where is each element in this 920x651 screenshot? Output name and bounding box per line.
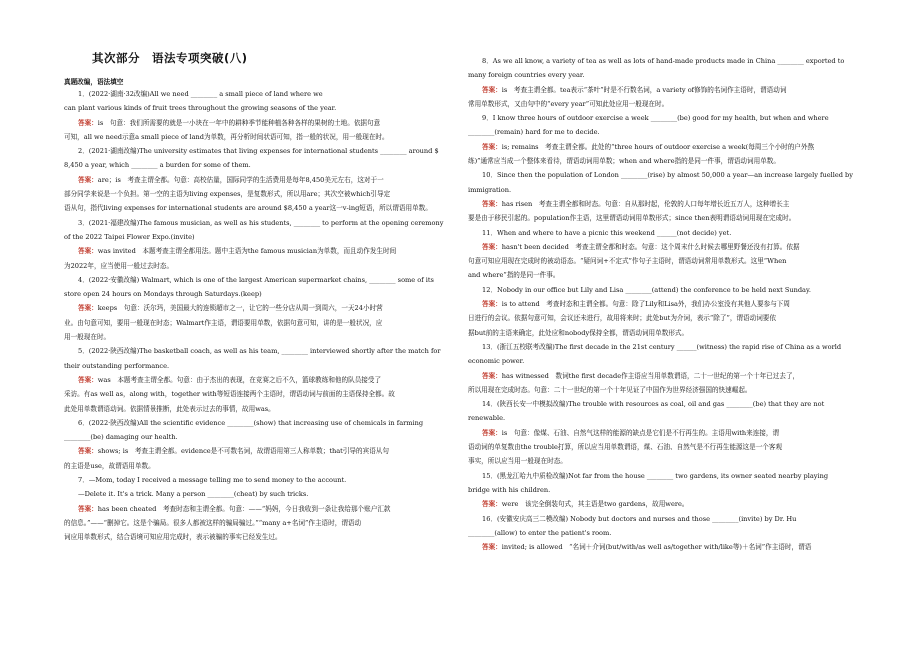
answer-line [468,497,866,511]
answer-text: has risen 考查主谓全都和时态。句意：自从那时起，伦敦的人口每年增长近五万人，这种增长主 [501,199,790,208]
answer-line [64,244,462,258]
continuation-line: 采访。有as well as，along with，together with等短语连接两个主语时，谓语动词与前面的主语保持全都。故 [64,390,395,399]
continuation-line: ________(be) damaging our health. [64,433,178,442]
answer-text: are；is 考查主谓全都。句意：高校估量，国际同学的生活费用是每年8,450美元左右，这对于一 [97,175,384,184]
question-line: 13．(浙江五校联考改编)The first decade in the 21st century ______(witness) the rapid rise of China as a world [482,342,842,351]
answer-label: 答案： [78,175,98,184]
continuation-line: 为2022年，应当使用一般过去时态。 [64,261,174,270]
answer-line [468,426,866,440]
answer-label: 答案： [482,242,502,251]
question-line: 12．Nobody in our office but Lily and Lisa ________(attend) the conference to be held next Sunday. [482,285,811,294]
answer-line [64,444,462,458]
answer-text: was 本题考查主谓全都。句意：由于杰出的表现，在竞赛之后不久，篮球教练和他的队员接受了 [97,375,382,384]
continuation-line: 句意可知应用现在完成时的被动语态。“疑问词+不定式”作句子主语时，谓语动词常用单数形式。这里“When [468,257,787,266]
left-column-body [64,87,462,545]
question-line: 8．As we all know, a variety of tea as well as lots of hand-made products made in China ________ exported to [482,57,845,65]
continuation-line: 语从句，指代living expenses for international students are around $8,450 a year这一v-ing短语，所以谓语用单数。 [64,204,432,213]
answer-line [64,173,462,187]
continuation-line: 常用单数形式，又由句中的“every year”可知此处应用一般现在时。 [468,99,669,108]
answer-label: 答案： [482,142,502,151]
answer-line [64,502,462,516]
answer-line [468,140,866,154]
question-line: 7．—Mom, today I received a message telling me to send money to the account. [78,476,347,485]
question-line: 11．When and where to have a picnic this weekend ______(not decide) yet. [482,228,732,237]
answer-label: 答案： [482,199,502,208]
answer-label: 答案： [482,85,502,94]
continuation-line: 事实，所以应当用一般现在时态。 [468,457,567,466]
answer-label: 答案： [482,500,502,509]
left-column [64,50,462,545]
question-line: 6．(2022·陕西改编)All the scientific evidence ________(show) that increasing use of chemicals in farming [78,418,424,427]
answer-text: shows; is 考查主谓全都。evidence是不可数名词，故谓语用第三人称单数；that引导的宾语从句 [97,447,389,456]
answer-line [468,83,866,97]
continuation-line: 此处用单数谓语动词。依据情景推断，此处表示过去的事情，故用was。 [64,404,275,413]
answer-text: is to attend 考查时态和主谓全都。句意：除了Lily和Lisa外，我们办公室没有其他人要参与下周 [501,300,790,309]
answer-label: 答案： [78,247,98,256]
answer-text: were 该完全倒装句式，其主语是two gardens，故用were。 [501,500,689,509]
answer-text: is; remains 考查主谓全都。此处的“three hours of outdoor exercise a week(每周三个小时的户外熬 [501,142,815,151]
question-line: 16．(安徽安庆高三二模改编) Nobody but doctors and nurses and those ________(invite) by Dr. Hu [482,514,797,523]
continuation-line: 词应用单数形式，结合语境可知应用完成时，表示被骗的事实已经发生过。 [64,533,282,542]
answer-label: 答案： [78,118,98,127]
right-column-body [468,54,866,554]
answer-text: invited; is allowed “名词＋介词(but/with/as well as/together with/like等)＋名词”作主语时，谓语 [501,543,812,552]
answer-line [468,369,866,383]
continuation-line: their outstanding performance. [64,361,170,370]
answer-text: has witnessed 数词the first decade作主语应当用单数谓语，二十一世纪的第一个十年已过去了， [501,371,800,380]
answer-text: was invited 本题考查主谓全都用法。题中主语为the famous musician为单数，而且动作发生时间 [97,247,397,256]
continuation-line: 据but前的主语来确定，此处应和nobody保持全都，谓语动词用单数形式。 [468,328,689,337]
answer-label: 答案： [482,543,502,552]
answer-label: 答案： [482,300,502,309]
question-line: 10．Since then the population of London ________(rise) by almost 50,000 a year—an increase largely fuelled by [482,171,853,180]
continuation-line: 练)”通常应当成一个整体来看待，谓语动词用单数；when and where指的是同一件事，谓语动词用单数。 [468,157,780,166]
continuation-line: 8,450 a year, which ________ a burden for some of them. [64,161,251,170]
section-heading: 真题改编，语法填空 [64,78,124,86]
question-line: —Delete it. It's a trick. Many a person ________(cheat) by such tricks. [78,490,309,499]
continuation-line: 可知，all we need示意a small piece of land为单数，再分析时间状语可知，指一般的状况，用一般现在时。 [64,132,389,141]
continuation-line: 所以用现在完成时态。句意：二十一世纪的第一个十年见证了中国作为世界经济强国的快速崛起。 [468,385,752,394]
answer-text: hasn't been decided 考查主谓全都和时态。句意：这个周末什么时候去哪里野餐还没有打算。依据 [501,242,800,251]
continuation-line: 日进行的会议。依据句意可知，会议还未进行，故用将来时；此处but为介词，表示“除了”，谓语动词要依 [468,314,776,323]
continuation-line: 语动词的单复数由the trouble打算，所以应当用单数谓语，煤、石油、自然气是不行再生能源这是一个客观 [468,443,783,452]
right-column [468,54,866,554]
answer-label: 答案： [482,428,502,437]
page-title: 其次部分 语法专项突破(八) [92,51,248,65]
answer-line [468,240,866,254]
question-line: 4．(2022·安徽改编) Walmart, which is one of the largest American supermarket chains, ________ some of its [78,275,434,284]
continuation-line: can plant various kinds of fruit trees throughout the growing seasons of the year. [64,104,337,113]
continuation-line: 的主语是use，故谓语用单数。 [64,461,155,470]
question-line: 1．(2022·湖南·32改编)All we need ________ a small piece of land where we [78,90,323,98]
answer-label: 答案： [78,304,98,313]
answer-text: is 句意：像煤、石油、自然气这样的能源的缺点是它们是不行再生的。主语用with来连接，谓 [501,428,780,437]
continuation-line: 要是由于移民引起的。population作主语，这里谓语动词用单数形式；since then表明谓语动词用现在完成时。 [468,214,796,223]
answer-text: is 考查主谓全都。tea表示“茶叶”时是不行数名词，a variety of修饰的名词作主语时，谓语动词 [501,85,787,94]
question-line: 3．(2021·福建改编)The famous musician, as well as his students, ________ to perform at the opening ceremony [78,218,444,227]
continuation-line: and where”指的是同一件事。 [468,271,560,280]
answer-label: 答案： [78,375,98,384]
continuation-line: renewable. [468,414,506,423]
continuation-line: 用一般现在时。 [64,333,111,342]
answer-label: 答案： [78,447,98,456]
answer-line [64,301,462,315]
continuation-line: store open 24 hours on Mondays through Saturdays.(keep) [64,290,262,299]
answer-label: 答案： [78,504,98,513]
answer-line [64,373,462,387]
question-line: 15．(黑龙江哈九中质检改编)Not far from the house ________ two gardens, its owner seated nearby playing [482,471,829,480]
answer-text: keeps 句意：沃尔玛，美国最大的连锁超市之一，让它的一些分店从周一到周六，一天24小时营 [97,304,383,313]
answer-label: 答案： [482,371,502,380]
continuation-line: bridge with his children. [468,485,551,494]
question-line: 9．I know three hours of outdoor exercise a week ________(be) good for my health, but when and where [482,114,829,123]
question-line: 5．(2022·陕西改编)The basketball coach, as well as his team, ________ interviewed shortly after the match for [78,347,441,356]
answer-text: has been cheated 考查时态和主谓全都。句意：——“妈妈，今日我收到一条让我给那个账户汇款 [97,504,391,513]
question-line: 14．(陕西长安一中模拟改编)The trouble with resources as coal, oil and gas ________(be) that they are not [482,400,825,409]
continuation-line: many foreign countries every year. [468,71,585,80]
continuation-line: ________(remain) hard for me to decide. [468,128,600,137]
continuation-line: ________(allow) to enter the patient's room. [468,528,612,537]
continuation-line: 的信息。”——“删掉它。这是个骗局。很多人都被这样的骗局骗过。”“many a+名词”作主语时，谓语动 [64,518,362,527]
answer-line [64,116,462,130]
answer-text: is 句意：我们所需要的就是一小块在一年中的耕种季节能种植各种各样的果树的土地。依据句意 [97,118,381,127]
answer-line [468,540,866,554]
continuation-line: of the 2022 Taipei Flower Expo.(invite) [64,232,195,241]
answer-line [468,297,866,311]
continuation-line: immigration. [468,185,512,194]
continuation-line: 部分同学来说是一个负担。第一空的主语为living expenses，是复数形式，所以用are；其次空被which引导定 [64,190,391,199]
answer-line [468,197,866,211]
continuation-line: economic power. [468,357,525,366]
question-line: 2．(2021·湖南改编)The university estimates that living expenses for international students ________ around $ [78,147,439,156]
continuation-line: 业。由句意可知，要用一般现在时态；Walmart作主语，谓语要用单数，依据句意可知，讲的是一般状况，应 [64,318,383,327]
